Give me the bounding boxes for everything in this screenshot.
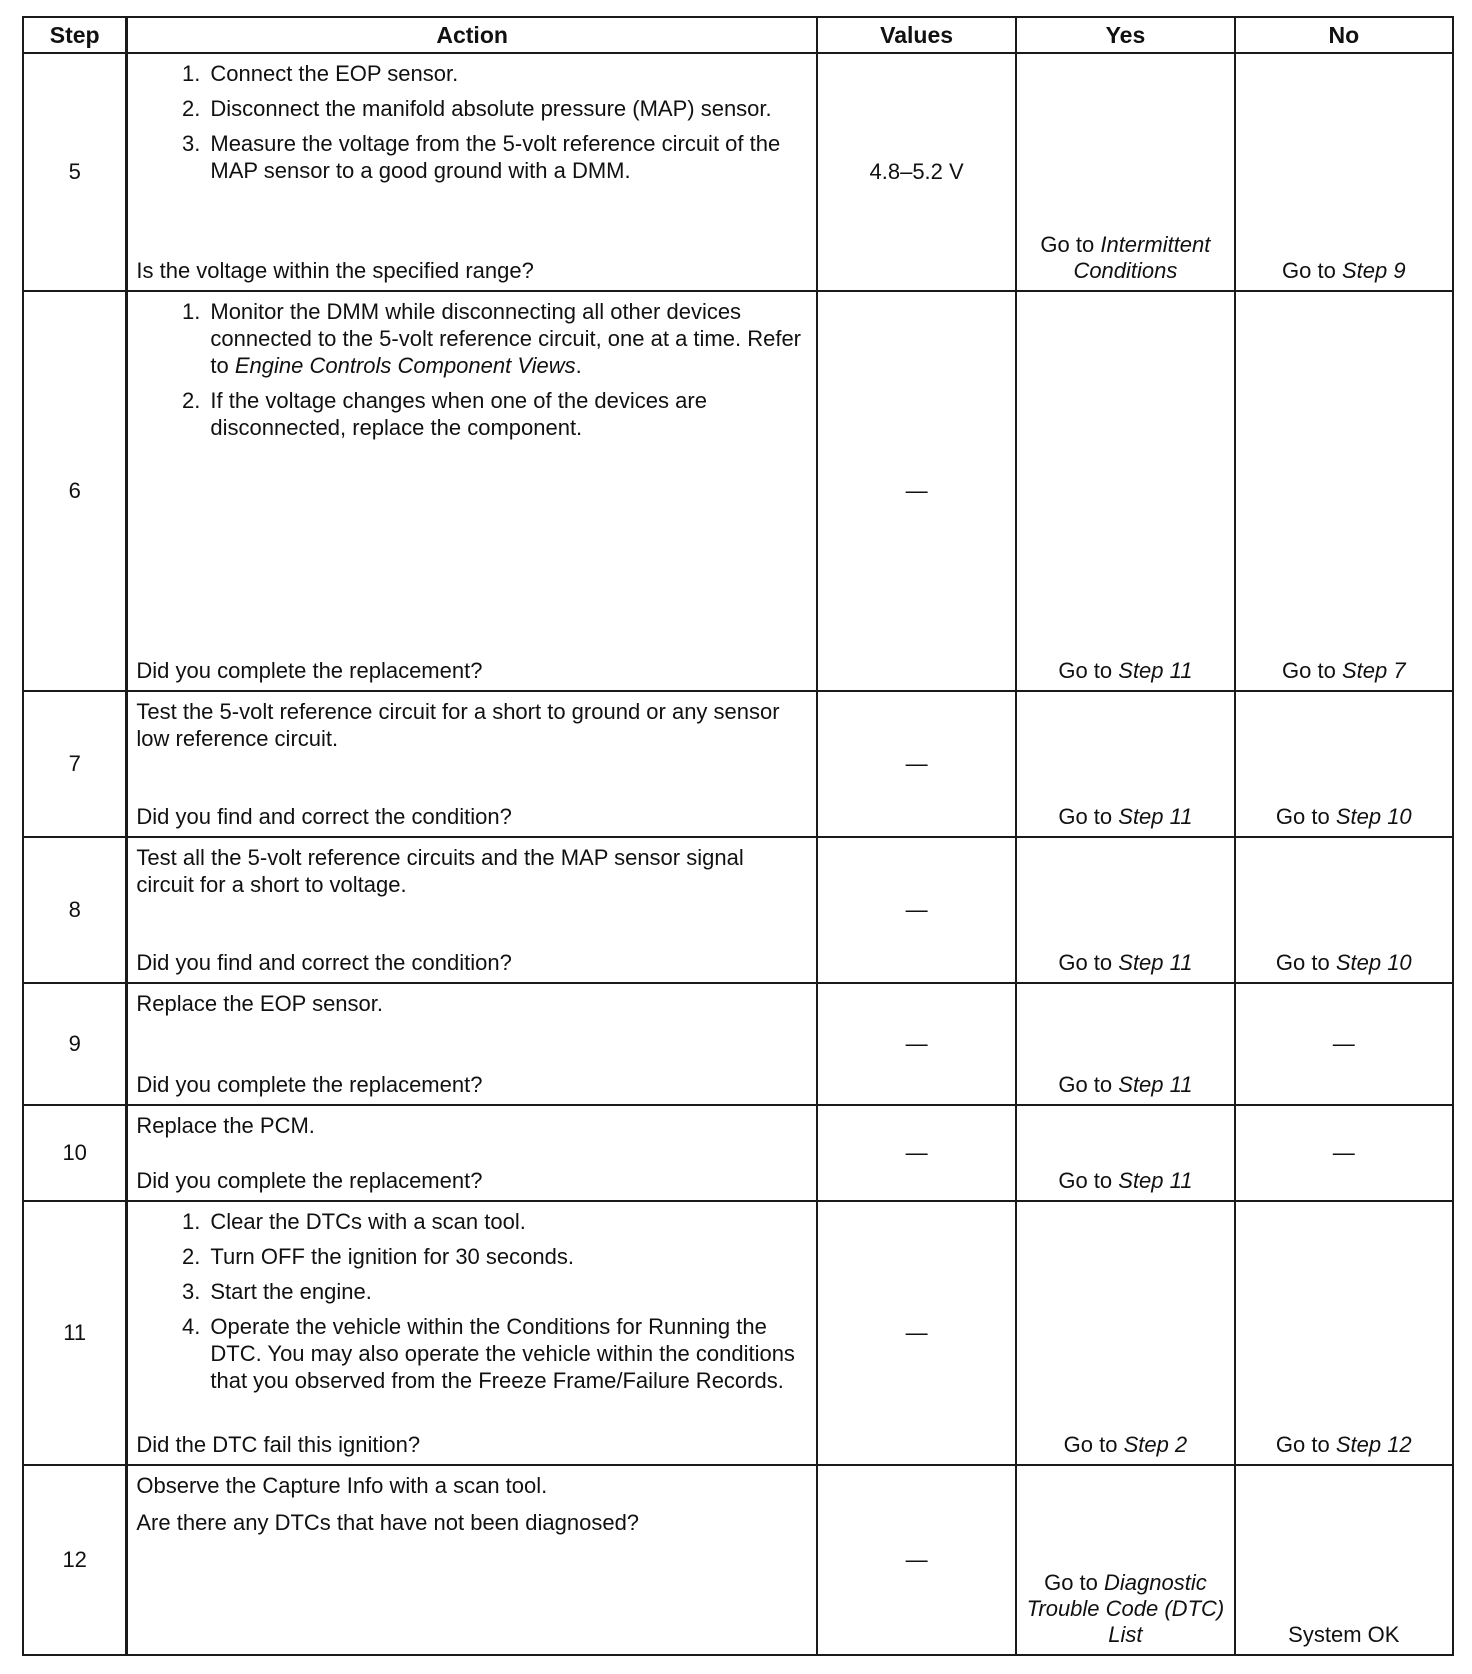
action-question: Did you complete the replacement? [136,1168,483,1193]
yes-cell: Go to Step 11 [1016,691,1234,837]
header-values: Values [817,17,1016,53]
action-cell [127,1465,817,1655]
list-item: 1. Monitor the DMM while disconnecting all other devices connected to the 5-volt reference circuit, one at a time. Refer to Engine Controls Component Views. [182,299,802,378]
table-row-step-7 [23,691,1453,837]
value-cell: — [817,1201,1016,1465]
action-text: Replace the PCM. [136,1113,315,1138]
action-cell [127,983,817,1105]
step-number: 6 [23,291,127,691]
yes-cell: Go to Step 11 [1016,291,1234,691]
yes-cell: Go to Step 11 [1016,1105,1234,1201]
no-cell: Go to Step 7 [1235,291,1453,691]
value-cell: — [817,837,1016,983]
header-row [23,17,1453,53]
action-question: Did you complete the replacement? [136,1072,483,1097]
list-item: 1. Connect the EOP sensor. [182,61,459,86]
value-cell: — [817,291,1016,691]
step-number: 5 [23,53,127,291]
action-question: Did the DTC fail this ignition? [136,1432,421,1457]
action-text: Observe the Capture Info with a scan tool. [136,1473,548,1498]
no-cell: System OK [1235,1465,1453,1655]
action-cell [127,691,817,837]
action-cell [127,837,817,983]
step-number: 11 [23,1201,127,1465]
no-cell: Go to Step 12 [1235,1201,1453,1465]
step-number: 10 [23,1105,127,1201]
header-step: Step [23,17,127,53]
list-item: 2. If the voltage changes when one of the devices are disconnected, replace the component. [182,388,707,440]
list-item: 2. Disconnect the manifold absolute pressure (MAP) sensor. [182,96,772,121]
yes-cell: Go to Diagnostic Trouble Code (DTC) List [1016,1465,1234,1655]
table-row-step-9 [23,983,1453,1105]
action-cell [127,1201,817,1465]
table-row-step-11 [23,1201,1453,1465]
yes-cell: Go to Step 2 [1016,1201,1234,1465]
action-question: Is the voltage within the specified range? [136,258,534,283]
no-cell: Go to Step 10 [1235,837,1453,983]
step-number: 9 [23,983,127,1105]
table-row-step-10 [23,1105,1453,1201]
diagnostic-table [22,16,1454,1656]
step-number: 12 [23,1465,127,1655]
step-number: 8 [23,837,127,983]
action-text: Test all the 5-volt reference circuits and the MAP sensor signal circuit for a short to voltage. [136,845,744,897]
list-item: 3. Start the engine. [182,1279,372,1304]
no-cell: Go to Step 9 [1235,53,1453,291]
header-yes: Yes [1016,17,1234,53]
value-cell: — [817,983,1016,1105]
action-question: Did you find and correct the condition? [136,804,512,829]
no-cell: — [1235,983,1453,1105]
yes-cell: Go to Intermittent Conditions [1016,53,1234,291]
table-row-step-6 [23,291,1453,691]
value-cell: — [817,1465,1016,1655]
action-question: Did you complete the replacement? [136,658,483,683]
no-cell: — [1235,1105,1453,1201]
list-item: 4. Operate the vehicle within the Conditions for Running the DTC. You may also operate the vehicle within the conditions that you observed from the Freeze Frame/Failure Records. [182,1314,795,1393]
action-cell [127,1105,817,1201]
action-text: Test the 5-volt reference circuit for a short to ground or any sensor low reference circuit. [136,699,780,751]
yes-cell: Go to Step 11 [1016,837,1234,983]
list-item: 2. Turn OFF the ignition for 30 seconds. [182,1244,574,1269]
value-cell: — [817,691,1016,837]
step-number: 7 [23,691,127,837]
action-cell [127,291,817,691]
action-text: Replace the EOP sensor. [136,991,384,1016]
value-cell: — [817,1105,1016,1201]
table-row-step-12 [23,1465,1453,1655]
action-cell [127,53,817,291]
list-item: 3. Measure the voltage from the 5-volt reference circuit of the MAP sensor to a good ground with a DMM. [182,131,781,183]
value-cell: 4.8–5.2 V [817,53,1016,291]
action-question: Are there any DTCs that have not been diagnosed? [136,1510,640,1535]
table-row-step-5 [23,53,1453,291]
table-row-step-8 [23,837,1453,983]
list-item: 1. Clear the DTCs with a scan tool. [182,1209,526,1234]
action-list [136,298,806,449]
action-list [136,60,806,192]
yes-cell: Go to Step 11 [1016,983,1234,1105]
header-action: Action [127,17,817,53]
action-list [136,1208,806,1402]
action-question: Did you find and correct the condition? [136,950,512,975]
header-no: No [1235,17,1453,53]
no-cell: Go to Step 10 [1235,691,1453,837]
